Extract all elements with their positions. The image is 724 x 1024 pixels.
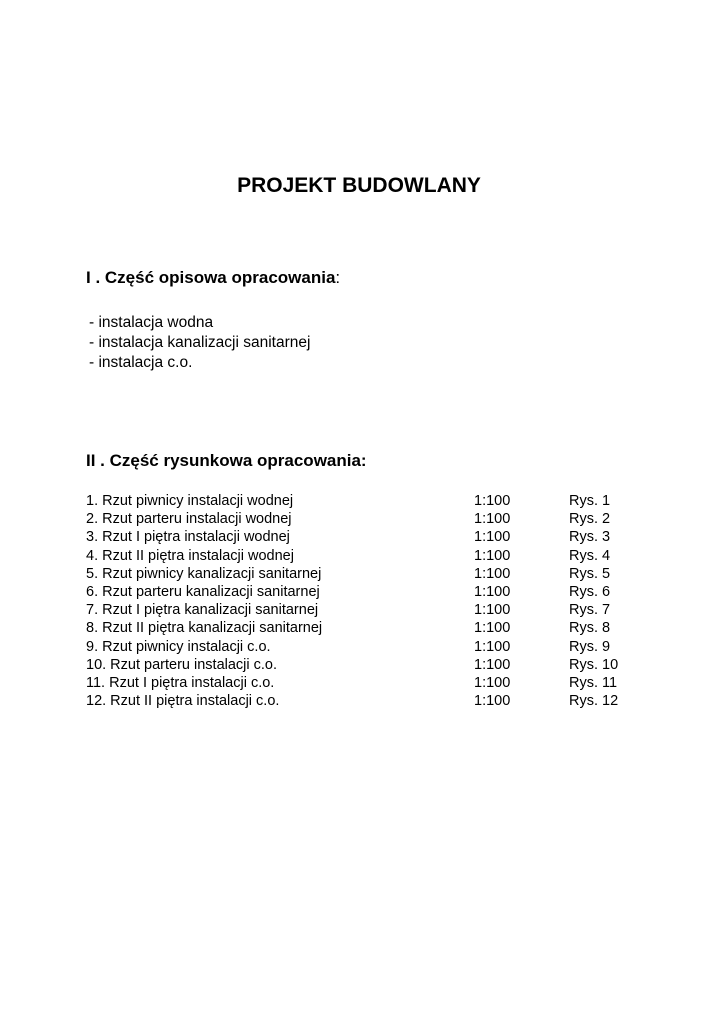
drawing-name: 9. Rzut piwnicy instalacji c.o. bbox=[86, 638, 271, 655]
descriptive-part-heading-colon: : bbox=[335, 268, 341, 287]
table-row bbox=[86, 583, 646, 601]
drawing-scale: 1:100 bbox=[474, 620, 511, 637]
drawing-name: 10. Rzut parteru instalacji c.o. bbox=[86, 656, 278, 673]
table-row bbox=[86, 565, 646, 583]
drawing-ref: Rys. 7 bbox=[569, 602, 611, 619]
table-row bbox=[86, 619, 646, 637]
drawing-ref: Rys. 12 bbox=[569, 693, 619, 710]
table-row bbox=[86, 492, 646, 510]
drawing-name: 12. Rzut II piętra instalacji c.o. bbox=[86, 693, 280, 710]
drawing-ref: Rys. 10 bbox=[569, 656, 619, 673]
drawing-scale: 1:100 bbox=[474, 565, 511, 582]
table-row bbox=[86, 656, 646, 674]
drawing-ref: Rys. 3 bbox=[569, 529, 611, 546]
drawing-name: 6. Rzut parteru kanalizacji sanitarnej bbox=[86, 583, 320, 600]
table-row bbox=[86, 547, 646, 565]
drawing-name: 2. Rzut parteru instalacji wodnej bbox=[86, 511, 292, 528]
descriptive-part-heading-text: I . Część opisowa opracowania bbox=[86, 268, 336, 287]
drawing-ref: Rys. 6 bbox=[569, 583, 611, 600]
drawing-scale: 1:100 bbox=[474, 529, 511, 546]
table-row bbox=[86, 692, 646, 710]
drawing-scale: 1:100 bbox=[474, 547, 511, 564]
drawing-ref: Rys. 5 bbox=[569, 565, 611, 582]
drawing-ref: Rys. 4 bbox=[569, 547, 611, 564]
drawings-part-heading: II . Część rysunkowa opracowania: bbox=[86, 451, 367, 470]
drawing-scale: 1:100 bbox=[474, 511, 511, 528]
drawing-ref: Rys. 9 bbox=[569, 638, 611, 655]
drawing-ref: Rys. 2 bbox=[569, 511, 611, 528]
drawing-ref: Rys. 1 bbox=[569, 493, 611, 509]
descriptive-part-list bbox=[89, 313, 310, 373]
list-item: - instalacja kanalizacji sanitarnej bbox=[89, 334, 311, 351]
drawing-ref: Rys. 8 bbox=[569, 620, 611, 637]
drawing-name: 1. Rzut piwnicy instalacji wodnej bbox=[86, 493, 294, 509]
drawing-name: 5. Rzut piwnicy kanalizacji sanitarnej bbox=[86, 565, 322, 582]
list-item: - instalacja wodna bbox=[89, 314, 214, 331]
drawings-list bbox=[86, 492, 646, 710]
drawing-name: 7. Rzut I piętra kanalizacji sanitarnej bbox=[86, 602, 319, 619]
table-row bbox=[86, 601, 646, 619]
descriptive-part-heading bbox=[86, 268, 340, 288]
drawing-scale: 1:100 bbox=[474, 493, 511, 509]
drawing-name: 4. Rzut II piętra instalacji wodnej bbox=[86, 547, 294, 564]
list-item: - instalacja c.o. bbox=[89, 354, 193, 371]
table-row bbox=[86, 674, 646, 692]
drawing-scale: 1:100 bbox=[474, 693, 511, 710]
drawing-name: 3. Rzut I piętra instalacji wodnej bbox=[86, 529, 290, 546]
drawing-ref: Rys. 11 bbox=[569, 674, 618, 691]
drawing-scale: 1:100 bbox=[474, 638, 511, 655]
drawing-scale: 1:100 bbox=[474, 674, 511, 691]
drawing-scale: 1:100 bbox=[474, 602, 511, 619]
drawing-name: 8. Rzut II piętra kanalizacji sanitarnej bbox=[86, 620, 323, 637]
drawing-scale: 1:100 bbox=[474, 583, 511, 600]
table-row bbox=[86, 638, 646, 656]
document-title: PROJEKT BUDOWLANY bbox=[237, 174, 481, 197]
table-row bbox=[86, 528, 646, 546]
drawing-name: 11. Rzut I piętra instalacji c.o. bbox=[86, 674, 275, 691]
drawing-scale: 1:100 bbox=[474, 656, 511, 673]
table-row bbox=[86, 510, 646, 528]
